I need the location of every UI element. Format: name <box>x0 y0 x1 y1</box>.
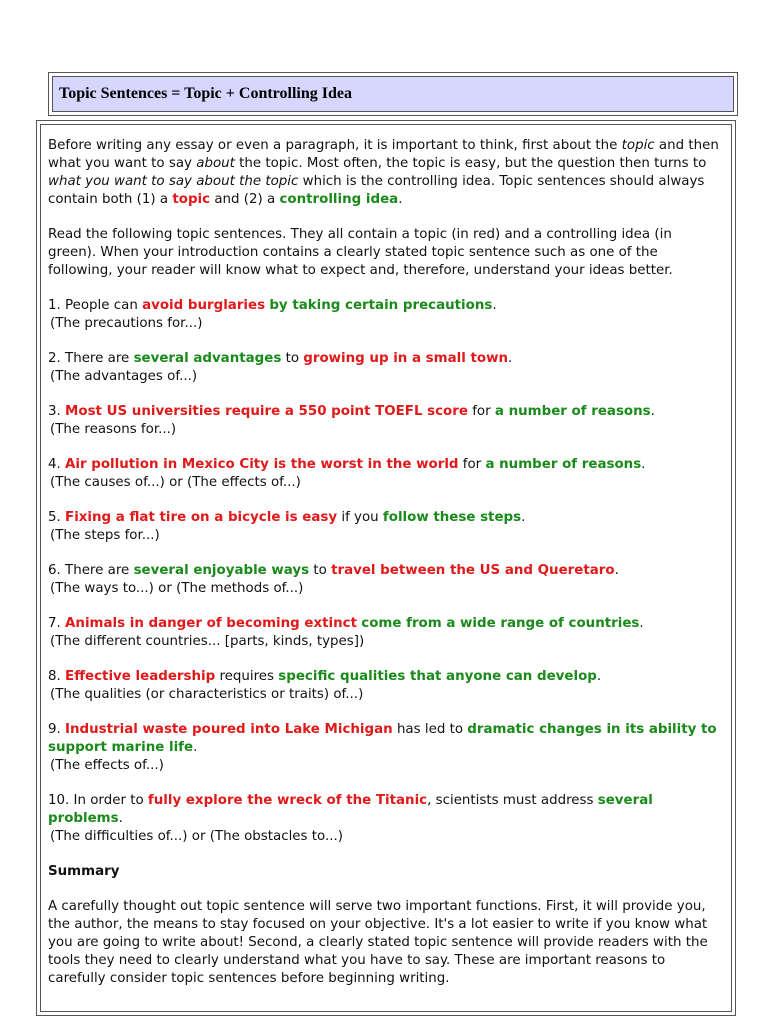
intro-text: and then what you want to say <box>48 138 719 171</box>
sentence-text: . <box>639 616 644 631</box>
topic-text: Air pollution in Mexico City is the worst in the world <box>65 457 459 472</box>
topic-text: growing up in a small town <box>303 351 508 366</box>
example-item <box>48 350 723 386</box>
sentence-text: . <box>596 669 602 684</box>
sentence-text: if you <box>337 510 383 525</box>
sentence-text: . <box>650 404 655 419</box>
controlling-idea-text: several problems <box>48 793 653 826</box>
example-hint: (The effects of...) <box>50 758 164 773</box>
example-item <box>48 562 723 598</box>
intro-text: Before writing any essay or even a paragraph, it is important to think, first about the <box>48 138 622 153</box>
example-hint: (The different countries... [parts, kinds, types]) <box>50 634 365 649</box>
topic-keyword: topic <box>172 192 211 207</box>
sentence-text: 4. <box>48 457 66 472</box>
intro-text: . <box>398 192 403 207</box>
example-item <box>48 792 723 846</box>
content-box <box>36 120 736 1016</box>
topic-text: Effective leadership <box>65 669 216 684</box>
intro-text: which is the controlling idea. Topic sentences should always contain both (1) a <box>48 174 705 207</box>
example-item <box>48 456 723 492</box>
example-item <box>48 403 723 439</box>
sentence-text: 3. <box>48 404 66 419</box>
example-hint: (The advantages of...) <box>50 369 198 384</box>
example-hint: (The ways to...) or (The methods of...) <box>50 581 304 596</box>
intro-text: the topic. Most often, the topic is easy, but the question then turns to <box>234 156 707 171</box>
sentence-text: 1. People can <box>48 298 143 313</box>
example-hint: (The causes of...) or (The effects of...) <box>50 475 301 490</box>
sentence-text: . <box>614 563 619 578</box>
sentence-text: for <box>458 457 486 472</box>
topic-text: Animals in danger of becoming extinct <box>65 616 358 631</box>
sentence-text: . <box>641 457 646 472</box>
controlling-idea-text: specific qualities that anyone can develop <box>278 669 597 684</box>
intro-italic: about <box>196 156 235 171</box>
controlling-idea-keyword: controlling idea <box>279 192 399 207</box>
example-item <box>48 509 723 545</box>
sentence-text: . <box>118 811 123 826</box>
example-hint: (The reasons for...) <box>50 422 177 437</box>
sentence-text: , scientists must address <box>427 793 598 808</box>
examples-list <box>48 297 723 846</box>
controlling-idea-text: several enjoyable ways <box>133 563 310 578</box>
sentence-text: . <box>507 351 513 366</box>
topic-text: Most US universities require a 550 point TOEFL score <box>65 404 468 419</box>
intro-italic: topic <box>621 138 655 153</box>
example-hint: (The qualities (or characteristics or traits) of...) <box>50 687 364 702</box>
example-item <box>48 615 723 651</box>
summary-paragraph: A carefully thought out topic sentence will serve two important functions. First, it will provide you, the author, the means to stay focused on your objective. It's a lot easier to write if you know what you are going to write about! Second, a clearly stated topic sentence will provide readers with the tools they need to clearly understand what you have to say. These are important reasons to carefully consider topic sentences before beginning writing. <box>48 899 708 986</box>
example-item <box>48 721 723 775</box>
sentence-text: 6. There are <box>48 563 134 578</box>
intro-text: and (2) a <box>210 192 280 207</box>
topic-text: Industrial waste poured into Lake Michigan <box>65 722 393 737</box>
example-hint: (The difficulties of...) or (The obstacles to...) <box>50 829 343 844</box>
controlling-idea-text: follow these steps <box>382 510 522 525</box>
topic-text: travel between the US and Queretaro <box>331 563 615 578</box>
sentence-text: requires <box>215 669 279 684</box>
sentence-text: . <box>193 740 198 755</box>
example-hint: (The steps for...) <box>50 528 160 543</box>
intro-italic: what you want to say about the topic <box>48 174 299 189</box>
sentence-text: 2. There are <box>48 351 134 366</box>
topic-text: fully explore the wreck of the Titanic <box>147 793 428 808</box>
sentence-text: 8. <box>48 669 66 684</box>
summary-heading: Summary <box>48 864 120 879</box>
example-item <box>48 668 723 704</box>
example-hint: (The precautions for...) <box>50 316 203 331</box>
sentence-text: . <box>492 298 497 313</box>
controlling-idea-text: a number of reasons <box>494 404 651 419</box>
sentence-text: 10. In order to <box>48 793 148 808</box>
sentence-text: to <box>281 351 304 366</box>
sentence-text: 7. <box>48 616 66 631</box>
sentence-text: for <box>467 404 495 419</box>
intro-paragraph <box>48 137 723 209</box>
controlling-idea-text: by taking certain precautions <box>269 298 493 313</box>
sentence-text: 9. <box>48 722 66 737</box>
example-item <box>48 297 723 333</box>
read-paragraph: Read the following topic sentences. They all contain a topic (in red) and a controlling idea (in green). When your introduction contains a clearly stated topic sentence such as one of the following, your reader will know what to expect and, therefore, understand your ideas better. <box>48 227 673 278</box>
controlling-idea-text: dramatic changes in its ability to support marine life <box>48 722 717 755</box>
controlling-idea-text: several advantages <box>133 351 282 366</box>
sentence-text: . <box>521 510 526 525</box>
content-area <box>40 124 732 1012</box>
sentence-text: to <box>309 563 332 578</box>
title-bar <box>52 76 734 112</box>
sentence-text: 5. <box>48 510 66 525</box>
sentence-text: has led to <box>392 722 468 737</box>
page-title: Topic Sentences = Topic + Controlling Idea <box>59 85 352 102</box>
topic-text: avoid burglaries <box>142 298 266 313</box>
topic-text: Fixing a flat tire on a bicycle is easy <box>65 510 338 525</box>
controlling-idea-text: a number of reasons <box>485 457 642 472</box>
title-box <box>48 72 738 116</box>
controlling-idea-text: come from a wide range of countries <box>361 616 640 631</box>
